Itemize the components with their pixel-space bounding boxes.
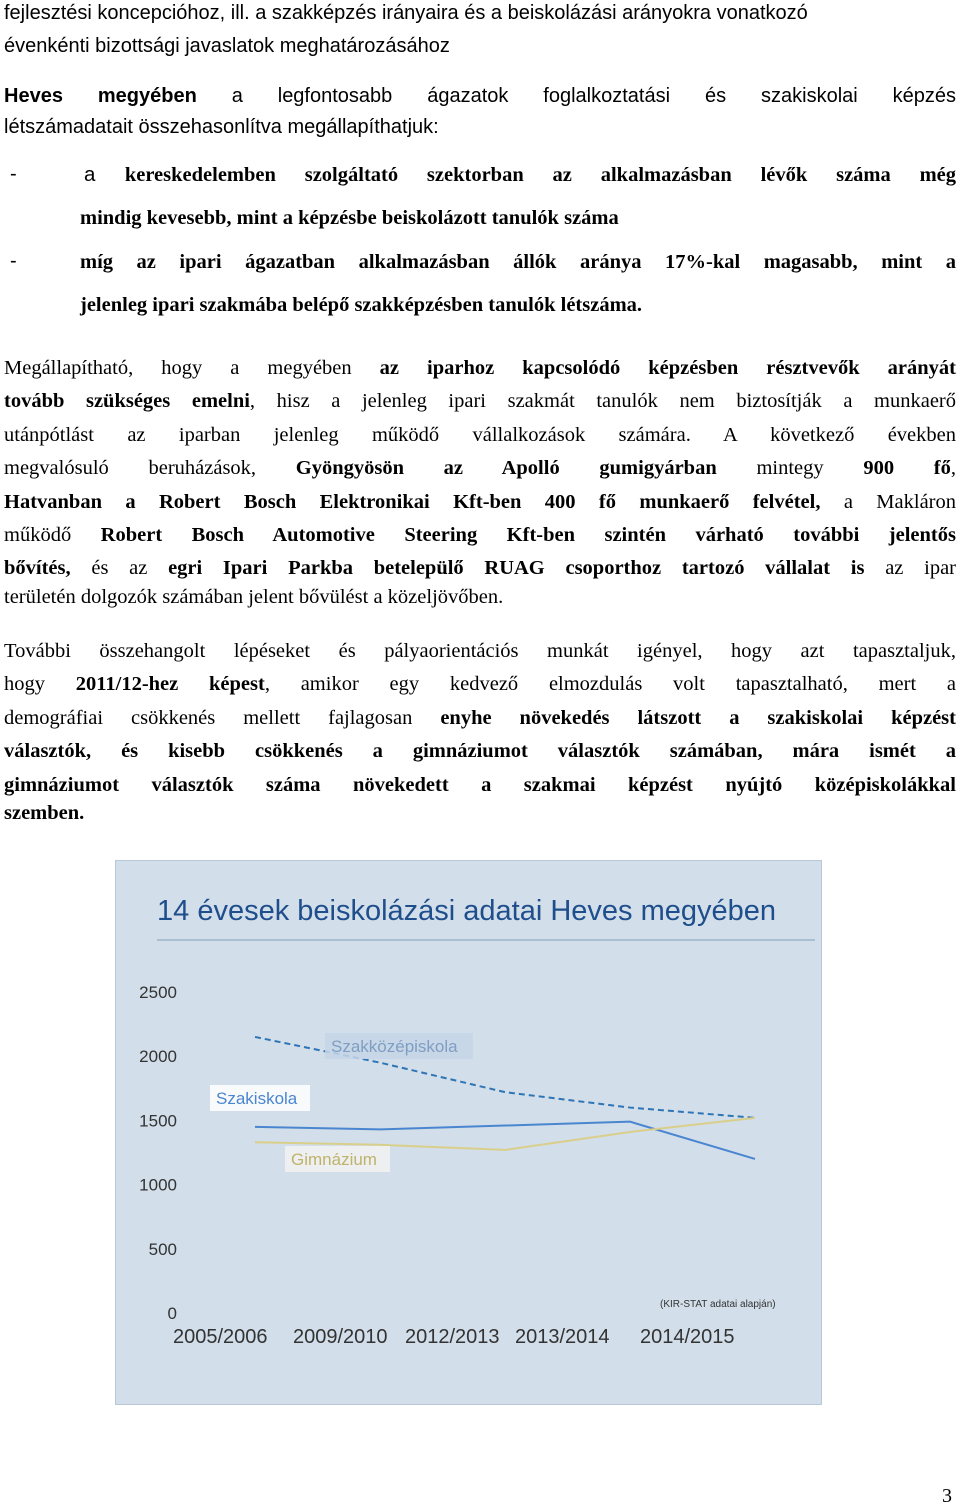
- bullet-2-line-2: jelenleg ipari szakmába belépő szakképzésben tanulók létszáma.: [80, 294, 643, 316]
- heves-line-2: létszámadatait összehasonlítva megállapíthatjuk:: [4, 116, 439, 138]
- para2-line-1: További összehangolt lépéseket és pályaorientációs munkát igényel, hogy azt tapasztaljuk,: [4, 640, 956, 662]
- heves-line-1: Heves megyében a legfontosabb ágazatok foglalkoztatási és szakiskolai képzés: [4, 85, 956, 107]
- y-tick-label: 1500: [139, 1111, 177, 1131]
- bullet-1-line-1: a kereskedelemben szolgáltató szektorban az alkalmazásban lévők száma még: [84, 163, 956, 186]
- x-tick-label: 2013/2014: [515, 1326, 610, 1348]
- para1-line-7: bővítés, és az egri Ipari Parkba betelepülő RUAG csoporthoz tartozó vállalat is az ipar: [4, 557, 956, 579]
- y-tick-label: 500: [148, 1239, 177, 1259]
- bullet-dash-2: -: [10, 250, 17, 272]
- intro-line-1: fejlesztési koncepcióhoz, ill. a szakképzés irányaira és a beiskolázási arányokra vonatkozó: [4, 2, 808, 24]
- intro-line-2: évenkénti bizottsági javaslatok meghatározásához: [4, 35, 450, 57]
- series-label: Szakiskola: [216, 1089, 298, 1108]
- para2-line-2: hogy 2011/12-hez képest, amikor egy kedvező elmozdulás volt tapasztalható, mert a: [4, 673, 957, 695]
- para1-line-6: működő Robert Bosch Automotive Steering Kft-ben szintén várható további jelentős: [4, 524, 956, 546]
- chart-source-note: (KIR-STAT adatai alapján): [660, 1299, 776, 1310]
- bullet-2-line-1: míg az ipari ágazatban alkalmazásban állók aránya 17%-kal magasabb, mint a: [80, 251, 956, 273]
- bullet-1-line-2: mindig kevesebb, mint a képzésbe beiskolázott tanulók száma: [80, 207, 619, 229]
- chart-title: 14 évesek beiskolázási adatai Heves megyében: [157, 895, 777, 927]
- para2-line-4: választók, és kisebb csökkenés a gimnáziumot választók számában, mára ismét a: [4, 740, 956, 762]
- series-label: Szakközépiskola: [331, 1037, 458, 1056]
- series-label: Gimnázium: [291, 1150, 377, 1169]
- bullet-dash-1: -: [10, 163, 17, 185]
- para1-line-1: Megállapítható, hogy a megyében az iparhoz kapcsolódó képzésben résztvevők arányát: [4, 357, 956, 379]
- y-tick-label: 2000: [139, 1047, 177, 1067]
- para1-line-3: utánpótlást az iparban jelenleg működő vállalkozások számára. A következő években: [4, 424, 956, 446]
- y-tick-label: 1000: [139, 1175, 177, 1195]
- para2-line-5: gimnáziumot választók száma növekedett a szakmai képzést nyújtó középiskolákkal: [4, 774, 956, 796]
- para2-line-3: demográfiai csökkenés mellett fajlagosan enyhe növekedés látszott a szakiskolai képzést: [4, 707, 956, 729]
- y-tick-label: 2500: [139, 983, 177, 1002]
- para2-line-6: szemben.: [4, 802, 85, 824]
- x-tick-label: 2014/2015: [640, 1326, 735, 1348]
- x-tick-label: 2009/2010: [293, 1326, 388, 1348]
- x-tick-label: 2012/2013: [405, 1326, 500, 1348]
- para1-line-8: területén dolgozók számában jelent bővülést a közeljövőben.: [4, 586, 504, 608]
- x-tick-label: 2005/2006: [173, 1326, 268, 1348]
- page-number: 3: [942, 1485, 952, 1507]
- enrollment-chart: [115, 860, 822, 1405]
- y-tick-label: 0: [167, 1304, 177, 1323]
- para1-line-5: Hatvanban a Robert Bosch Elektronikai Kft-ben 400 fő munkaerő felvétel, a Makláron: [4, 491, 956, 513]
- chart-background: [115, 860, 822, 1405]
- para1-line-4: megvalósuló beruházások, Gyöngyösön az Apolló gumigyárban mintegy 900 fő,: [4, 457, 957, 479]
- para1-line-2: tovább szükséges emelni, hisz a jelenleg ipari szakmát tanulók nem biztosítják a munkaerő: [4, 390, 956, 412]
- heves-county-bold: Heves megyében: [4, 85, 197, 107]
